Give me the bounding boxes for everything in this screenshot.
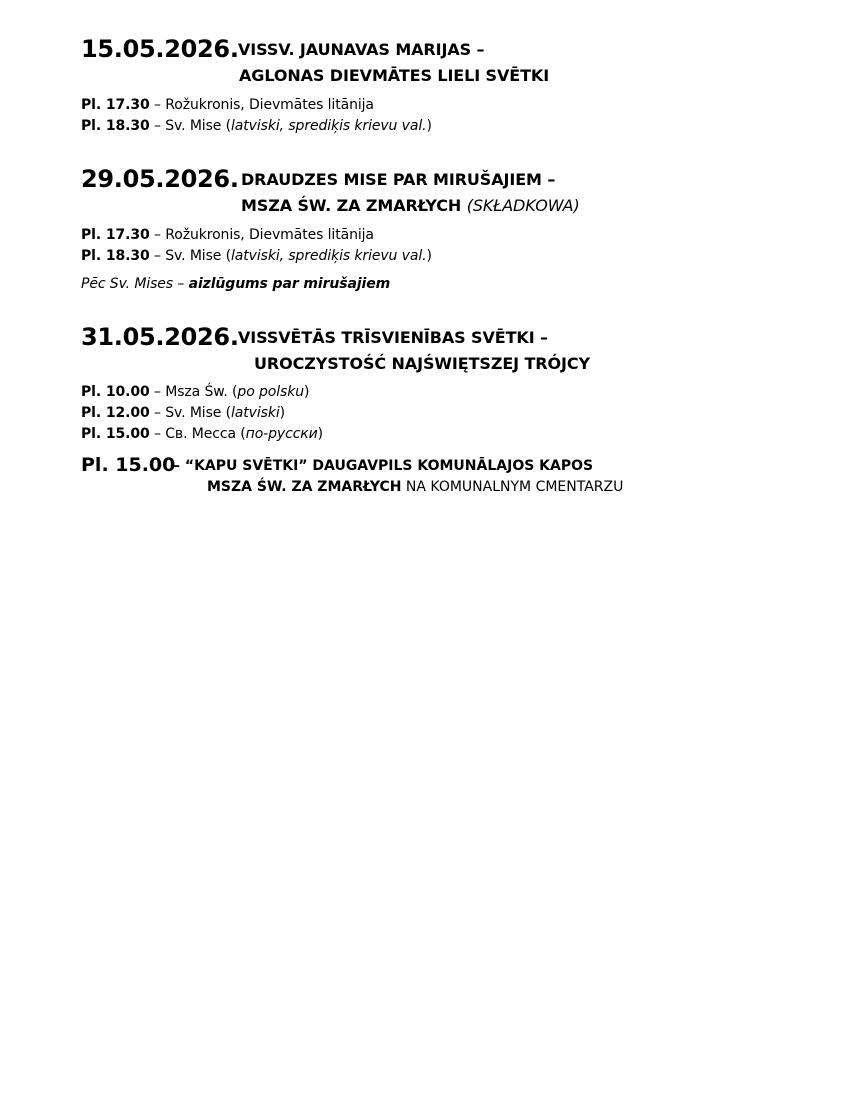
row-text-end: ) <box>426 118 432 134</box>
row-text: – Sv. Mise ( <box>149 118 232 134</box>
row-text: – Rožukronis, Dievmātes litānija <box>149 227 374 243</box>
special-event-subtitle-bold: MSZA ŚW. ZA ZMARŁYCH <box>207 479 402 495</box>
special-event-subtitle-rest: NA KOMUNALNYM CMENTARZU <box>401 479 624 495</box>
note-text: Pēc Sv. Mises – <box>81 276 189 292</box>
special-event <box>81 453 624 497</box>
schedule-row <box>81 403 323 424</box>
row-text: – Св. Месса ( <box>149 426 246 442</box>
event-title-line2: AGLONAS DIEVMĀTES LIELI SVĒTKI <box>239 66 550 85</box>
schedule-row <box>81 246 432 267</box>
event-title-line2: UROCZYSTOŚĆ NAJŚWIĘTSZEJ TRÓJCY <box>254 354 591 373</box>
event-2026-05-31 <box>81 322 624 497</box>
schedule-row <box>81 116 432 137</box>
row-language: по-русски <box>245 426 318 442</box>
event-header <box>81 164 580 222</box>
row-language: latviski, sprediķis krievu val. <box>231 118 427 134</box>
special-event-title: – “KAPU SVĒTKI” DAUGAVPILS KOMUNĀLAJOS KAPOS <box>173 458 594 474</box>
event-date: 15.05.2026. <box>81 35 239 63</box>
event-title-line1: VISSV. JAUNAVAS MARIJAS – <box>238 40 485 59</box>
row-text: – Rožukronis, Dievmātes litānija <box>149 97 374 113</box>
row-text-end: ) <box>279 405 286 421</box>
row-language: latviski <box>231 405 280 421</box>
row-text: – Sv. Mise ( <box>149 248 232 264</box>
row-language: po polsku <box>237 384 305 400</box>
schedule-row <box>81 225 432 246</box>
note-emphasis: aizlūgums par mirušajiem <box>188 276 391 292</box>
event-note <box>81 274 432 295</box>
event-date: 31.05.2026. <box>81 323 239 351</box>
schedule-row <box>81 95 432 116</box>
row-text-end: ) <box>317 426 324 442</box>
row-text-end: ) <box>426 248 432 264</box>
row-time: Pl. 18.30 <box>81 248 150 264</box>
row-time: Pl. 10.00 <box>81 384 150 400</box>
event-header <box>81 322 591 380</box>
event-2026-05-29 <box>81 164 580 295</box>
row-text: – Sv. Mise ( <box>149 405 232 421</box>
row-text: – Msza Św. ( <box>149 384 238 400</box>
schedule-row <box>81 424 323 445</box>
event-header <box>81 34 550 92</box>
event-title-line2-extra: (SKŁADKOWA) <box>466 196 580 215</box>
row-language: latviski, sprediķis krievu val. <box>231 248 427 264</box>
row-time: Pl. 12.00 <box>81 405 150 421</box>
schedule-row <box>81 382 323 403</box>
row-time: Pl. 15.00 <box>81 426 150 442</box>
event-2026-05-15 <box>81 34 550 137</box>
event-date: 29.05.2026. <box>81 165 239 193</box>
row-time: Pl. 18.30 <box>81 118 150 134</box>
event-title-line2-main: MSZA ŚW. ZA ZMARŁYCH <box>241 196 462 215</box>
special-event-time: Pl. 15.00 <box>81 454 176 476</box>
event-title-line1: VISSVĒTĀS TRĪSVIENĪBAS SVĒTKI – <box>238 328 548 347</box>
special-event-subtitle <box>207 478 623 496</box>
row-text-end: ) <box>304 384 310 400</box>
event-title-line1: DRAUDZES MISE PAR MIRUŠAJIEM – <box>241 170 556 189</box>
row-time: Pl. 17.30 <box>81 227 150 243</box>
row-time: Pl. 17.30 <box>81 97 150 113</box>
event-title-line2 <box>241 196 580 216</box>
